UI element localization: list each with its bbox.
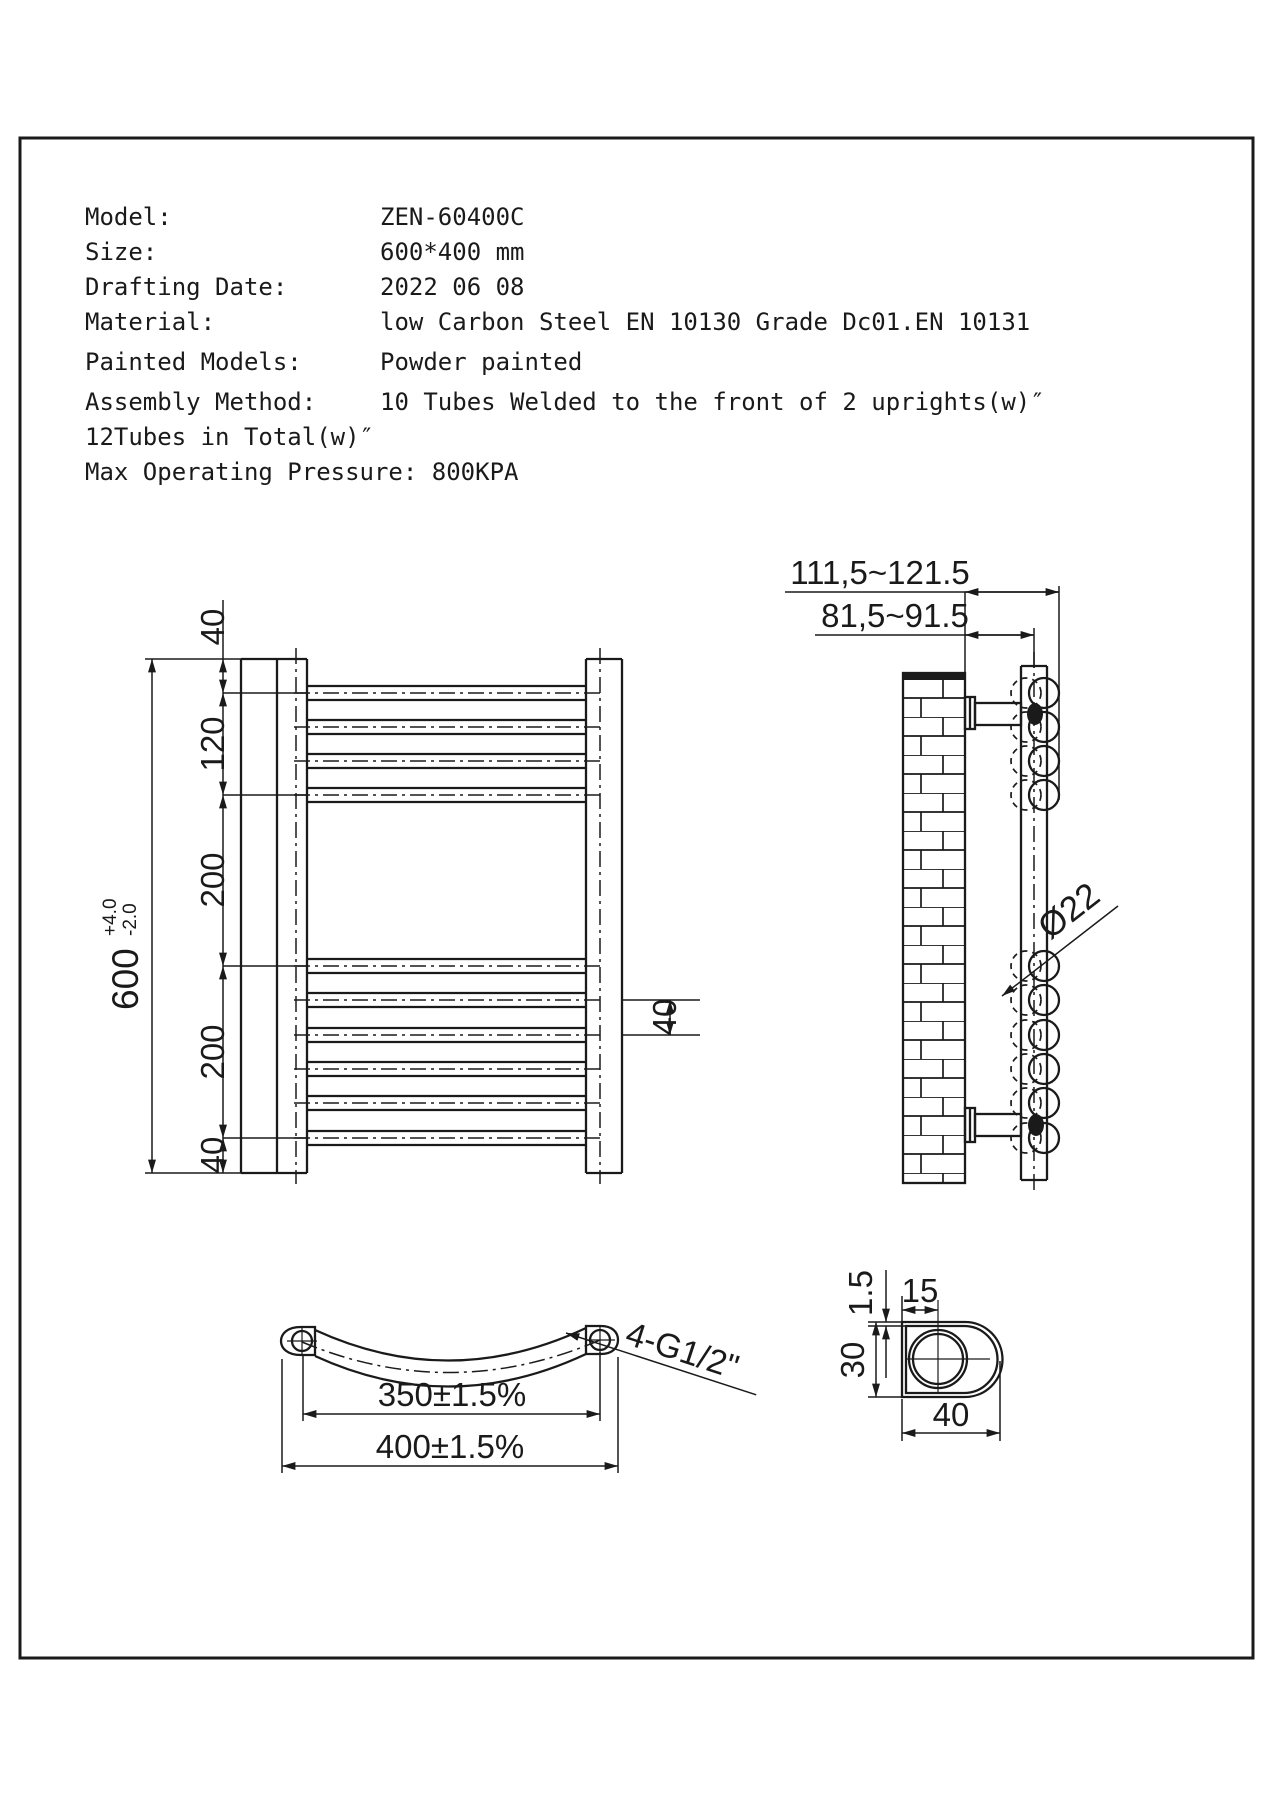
- dim-40-top: 40: [194, 608, 231, 646]
- title-block: [85, 203, 1045, 486]
- assembly-label: Assembly Method:: [85, 388, 317, 416]
- chain-extension-lines: [223, 693, 307, 1138]
- dim-thickness: 1.5: [842, 1270, 879, 1316]
- dim-600-tol-minus: -2.0: [120, 903, 141, 936]
- left-upright: [241, 659, 307, 1173]
- tube-centerlines: [294, 693, 600, 1138]
- date-label: Drafting Date:: [85, 273, 288, 301]
- tube-section-hidden: [1011, 712, 1041, 742]
- wall-top-band: [903, 673, 965, 680]
- tube-section-hidden: [1011, 1088, 1041, 1118]
- dim-tube-diameter: Ø22: [1030, 875, 1107, 947]
- brick-wall: [903, 673, 965, 1183]
- thickness-extension-lines: [868, 1322, 906, 1326]
- dim-200-bottom: 200: [194, 1024, 231, 1080]
- dim-wall-far: 111,5~121.5: [790, 554, 970, 591]
- size-value: 600*400 mm: [380, 238, 525, 266]
- dim-200-mid: 200: [194, 852, 231, 908]
- dim-120: 120: [194, 716, 231, 772]
- tube-section-hidden: [1011, 1054, 1041, 1084]
- bracket-detail: [834, 1270, 1003, 1441]
- tube-section-hidden: [1011, 746, 1041, 776]
- assembly-value: 10 Tubes Welded to the front of 2 uprights(w)″: [380, 388, 1045, 416]
- pressure-note: Max Operating Pressure: 800KPA: [85, 458, 519, 486]
- material-label: Material:: [85, 308, 216, 336]
- thread-callout: [566, 1297, 768, 1395]
- dim-centers: 350±1.5%: [377, 1376, 527, 1413]
- material-value: low Carbon Steel EN 10130 Grade Dc01.EN 10131: [380, 308, 1031, 336]
- paint-value: Powder painted: [380, 348, 583, 376]
- side-view: [785, 554, 1118, 1192]
- tube-section-hidden: [1011, 1020, 1041, 1050]
- bracket-body: [975, 1114, 1021, 1136]
- tube-section-hidden: [1011, 1123, 1041, 1153]
- model-value: ZEN-60400C: [380, 203, 525, 231]
- model-label: Model:: [85, 203, 172, 231]
- dim-depth: 30: [834, 1341, 871, 1379]
- size-label: Size:: [85, 238, 158, 266]
- dim-pitch-40: 40: [646, 998, 683, 1036]
- dim-hole-offset: 15: [901, 1272, 939, 1309]
- dimension-text-600: [100, 898, 146, 1010]
- tubes-note: 12Tubes in Total(w)″: [85, 423, 374, 451]
- front-view: [100, 600, 700, 1184]
- dim-wall-near: 81,5~91.5: [821, 597, 969, 634]
- tube-outlines: [307, 686, 586, 1145]
- bracket-body: [975, 703, 1021, 725]
- dim-600-tol-plus: +4.0: [100, 898, 121, 936]
- tube-section: [1029, 712, 1059, 742]
- paint-label: Painted Models:: [85, 348, 302, 376]
- thread-label: 4-G1/2": [621, 1314, 744, 1387]
- dim-600: 600: [105, 948, 146, 1010]
- dim-width: 40: [932, 1396, 970, 1433]
- right-upright: [586, 659, 622, 1173]
- dim-40-bottom: 40: [194, 1136, 231, 1174]
- tube-section-hidden: [1011, 780, 1041, 810]
- tube-section: [1029, 780, 1059, 810]
- dim-overall: 400±1.5%: [375, 1428, 525, 1465]
- tube-section-hidden: [1011, 678, 1041, 708]
- tube-section-hidden: [1011, 985, 1041, 1015]
- top-view: [281, 1297, 768, 1473]
- left-tapping-crosshair: [287, 1326, 317, 1356]
- date-value: 2022 06 08: [380, 273, 525, 301]
